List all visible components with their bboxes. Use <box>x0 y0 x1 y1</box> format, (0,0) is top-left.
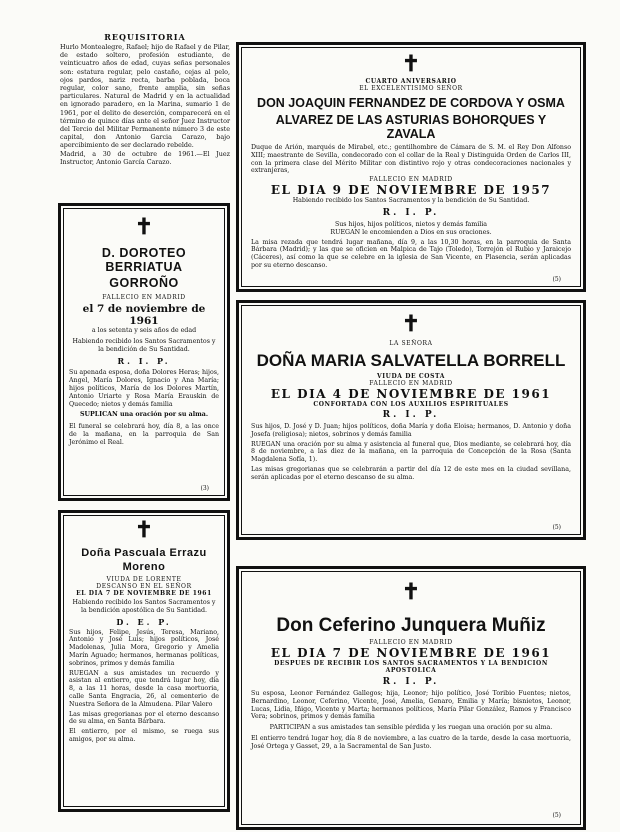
reference-number: (3) <box>200 485 209 492</box>
cross-icon: ✝ <box>401 311 421 337</box>
sacraments: Habiendo recibido los Santos Sacramentos y la bendición de Su Santidad. <box>72 337 216 353</box>
masses: Las misas gregorianas que se celebrarán a partir del día 12 de este mes en la ciudad sevillana, serán aplicadas por el eterno descanso de su alma. <box>251 465 571 481</box>
obituary-errazu <box>58 510 230 812</box>
widow-of: VIUDA DE LORENTE <box>106 576 182 583</box>
rip: R. I. P. <box>117 356 171 367</box>
reference-number: (5) <box>552 524 561 531</box>
sacraments: Habiendo recibido los Santos Sacramentos y la bendición de Su Santidad. <box>292 197 530 205</box>
masses: Las misas gregorianas por el eterno descanso de su alma, en Santa Bárbara. <box>69 710 219 726</box>
deceased-name-line2: ALVAREZ DE LAS ASTURIAS BOHORQUES Y ZAVALA <box>275 113 547 141</box>
deceased-name-line1: DON JOAQUIN FERNANDEZ DE CORDOVA Y OSMA <box>257 96 565 110</box>
cross-icon: ✝ <box>134 214 154 240</box>
family: Su apenada esposa, doña Dolores Heras; hijos, Angel, María Dolores, Ignacio y Ana María; hijos políticos, María de los Dolores Martín, Antonio Uriarte y Rosa María Erauskin de Quecedo; nietos y demás familia <box>69 369 219 408</box>
honorific: LA SEÑORA <box>389 340 433 347</box>
family: Sus hijos, Felipe, Jesús, Teresa, Mariano, Antonio y José Luis; hijos políticos, José Madolenas, Julia Mora, Gregorio y Amelia Marín Aguado; hermanos, hermanas políticas, sobrinos, primos y demás familia <box>69 628 219 667</box>
obituary-junquera <box>236 566 586 830</box>
rip: D. E. P. <box>116 616 172 627</box>
suplican: SUPLICAN una oración por su alma. <box>79 411 209 419</box>
sacraments: Habiendo recibido los Santos Sacramentos y la bendición apostólica de Su Santidad. <box>72 599 216 614</box>
request: RUEGAN a sus amistades un recuerdo y asistan al entierro, que tendrá lugar hoy, día 8, a las 11 horas, desde la casa mortuoria, calle Santa Engracia, 26, al cementerio de Nuestra Señora de la Almudena. Pilar Valero <box>69 669 219 708</box>
reference-number: (5) <box>552 276 561 283</box>
funeral: El funeral se celebrará hoy, día 8, a las once de la mañana, en la parroquia de San Jerónimo el Real. <box>69 423 219 446</box>
rip: R. I. P. <box>382 207 440 218</box>
ruegan: RUEGAN le encomienden a Dios en sus oraciones. <box>330 228 492 236</box>
death-place: FALLECIO EN MADRID <box>369 176 453 184</box>
masses: La misa rezada que tendrá lugar mañana, día 9, a las 10,30 horas, en la parroquia de Santa Bárbara (Madrid); y las que se oficien en Malpica de Tajo (Toledo), Torrejón el Rubio y Jaraicejo (Cáceres), así como la que se celebre en la iglesia de San Vicente, en Plasencia, serán aplicadas por su eterno descanso. <box>251 238 571 269</box>
widow-of: VIUDA DE COSTA <box>376 373 446 380</box>
death-date: EL DIA 7 DE NOVIEMBRE DE 1961 <box>270 646 552 660</box>
death-place: FALLECIO EN MADRID <box>102 294 186 301</box>
closing-note: El entierro, por el mismo, se ruega sus amigos, por su alma. <box>69 728 219 743</box>
requisitoria-title: REQUISITORIA <box>104 32 186 42</box>
anniversary: CUARTO ANIVERSARIO <box>365 78 457 85</box>
cross-icon: ✝ <box>401 51 421 77</box>
deceased-name-line1: D. DOROTEO BERRIATUA <box>101 246 187 274</box>
cross-icon: ✝ <box>134 517 154 543</box>
death-date: EL DIA 4 DE NOVIEMBRE DE 1961 <box>270 387 552 401</box>
deceased-name-line2: GORROÑO <box>109 276 179 290</box>
deceased-name: Don Ceferino Junquera Muñiz <box>276 615 546 636</box>
deceased-name-line1: Doña Pascuala Errazu <box>81 547 207 559</box>
reference-number: (5) <box>552 812 561 819</box>
deceased-name: DOÑA MARIA SALVATELLA BORRELL <box>256 351 566 370</box>
titles: Duque de Arión, marqués de Mirabel, etc.; gentilhombre de Cámara de S. M. el Rey Don Alfonso XIII; maestrante de Sevilla, condecorado con el collar de la Real y Distinguida Orden de Carlos III, con la primera clase del Mérito Militar con distintivo rojo y otras condecoraciones nacionales y extranjeras, <box>251 144 571 175</box>
requisitoria-footer: Madrid, a 30 de octubre de 1961.—El Juez Instructor, Antonio García Carazo. <box>60 149 230 166</box>
rip: R. I. P. <box>382 677 440 687</box>
age: a los setenta y seis años de edad <box>91 327 197 334</box>
requisitoria-text: Hurlo Montealegre, Rafael; hijo de Rafael y de Pilar, de estado soltero, profesión estudiante, de veinticuatro años de edad, cuyas señas personales son: estatura regular, pelo castaño, cejas al pelo, ojos pardos, nariz recta, barba poblada, boca regular, color sano, frente amplia, sin señas particulares. Natural de Madrid y en la actualidad en ignorado paradero, en la Marina, sumario 1 de 1961, por el delito de deserción, comparecerá en el término de quince días ante el señor Juez Instructor del Tercio del Militar Permanente número 3 de este capital, don Antonio Garcia Carazo, bajo apercibimiento de ser declarado rebelde. <box>60 43 230 150</box>
deceased-name-line2: Moreno <box>122 561 166 573</box>
cross-icon: ✝ <box>401 579 421 605</box>
family: Sus hijos, D. José y D. Juan; hijos políticos, doña María y doña Eloisa; hermanos, D. Antonio y doña Josefa (religiosa); nietos, sobrinos y demás familia <box>251 423 571 438</box>
obituary-salvatella <box>236 300 586 540</box>
death-date: EL DIA 9 DE NOVIEMBRE DE 1957 <box>270 183 552 198</box>
death-date: EL DIA 7 DE NOVIEMBRE DE 1961 <box>76 590 212 597</box>
family: Su esposa, Leonor Fernández Gallegos; hija, Leonor; hijo político, José Toribio Fuentes; nietos, Bernardino, Leonor, Ceferino, Vicente, José, Amelia, Genaro, Emilia y María; bisnietos, Leonor, Lucas, Lidia, Iñigo, Vicente y Marta; hermanos políticos, María Pilar González, Ramos y Francisco Vera; sobrinos, primos y demás familia <box>251 690 571 721</box>
ruegan: RUEGAN una oración por su alma y asistencia al funeral que, Dios mediante, se celebrará hoy, día 8 de noviembre, a las diez de la mañana, en la parroquia de Concepción de la Rosa (Santa Magdalena Sofía, 1). <box>251 440 571 464</box>
participan: PARTICIPAN a sus amistades tan sensible pérdida y les ruegan una oración por su alma. <box>269 724 553 732</box>
funeral: El entierro tendrá lugar hoy, día 8 de noviembre, a las cuatro de la tarde, desde la casa mortuoria, José Ortega y Gasset, 29, a la Sacramental de San Justo. <box>251 734 571 750</box>
requisitoria-notice <box>60 32 230 166</box>
conforted: CONFORTADA CON LOS AUXILIOS ESPIRITUALES <box>313 401 509 408</box>
death-place: FALLECIO EN MADRID <box>369 639 453 646</box>
sacraments: DESPUES DE RECIBIR LOS SANTOS SACRAMENTOS Y LA BENDICION APOSTOLICA <box>274 660 548 674</box>
rip: R. I. P. <box>382 410 440 420</box>
obituary-berriatua <box>58 203 230 501</box>
honorific: EL EXCELENTISIMO SEÑOR <box>359 85 463 92</box>
obituary-fernandez-de-cordova <box>236 42 586 292</box>
family: Sus hijos, hijos políticos, nietos y demás familia <box>334 220 488 228</box>
death-place: FALLECIO EN MADRID <box>369 380 453 387</box>
death-place: DESCANSO EN EL SEÑOR <box>96 583 192 590</box>
death-date: el 7 de noviembre de 1961 <box>82 303 206 327</box>
